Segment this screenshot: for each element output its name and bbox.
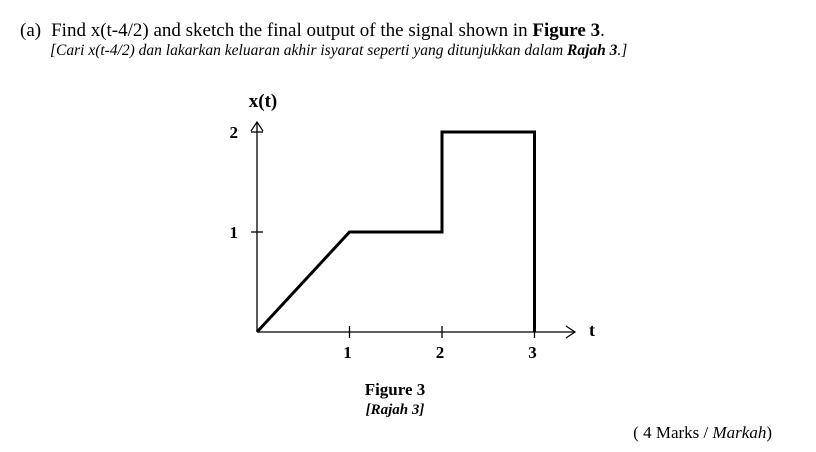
x-tick-label: 3 xyxy=(528,343,537,362)
x-tick-label: 1 xyxy=(343,343,352,362)
marks-count: 4 Marks / xyxy=(643,423,709,442)
figure-caption-english: Figure 3 xyxy=(364,380,426,399)
y-tick-label: 2 xyxy=(229,123,238,142)
marks-allocation xyxy=(633,423,772,443)
question-end: . xyxy=(600,20,605,41)
y-tick-label: 1 xyxy=(229,223,238,242)
question-label: (a) xyxy=(20,20,42,41)
x-axis-label: t xyxy=(589,320,595,340)
question-body: Find x(t-4/2) and sketch the final output of the signal shown in xyxy=(51,20,528,41)
marks-close-paren: ) xyxy=(766,423,772,442)
y-axis-label: x(t) xyxy=(248,91,278,112)
translation-body: [Cari x(t-4/2) dan lakarkan keluaran akhir isyarat seperti yang ditunjukkan dalam xyxy=(50,42,564,59)
figure-caption-malay: [Rajah 3] xyxy=(365,402,425,418)
translation-figure-reference: Rajah 3 xyxy=(567,42,618,59)
translation-end: .] xyxy=(617,42,628,59)
figure-caption xyxy=(330,380,460,419)
figure-reference: Figure 3 xyxy=(532,20,601,41)
signal-line xyxy=(257,132,535,332)
x-tick-label: 2 xyxy=(435,343,445,362)
marks-open-paren: ( xyxy=(633,423,639,442)
marks-malay: Markah xyxy=(712,423,767,442)
